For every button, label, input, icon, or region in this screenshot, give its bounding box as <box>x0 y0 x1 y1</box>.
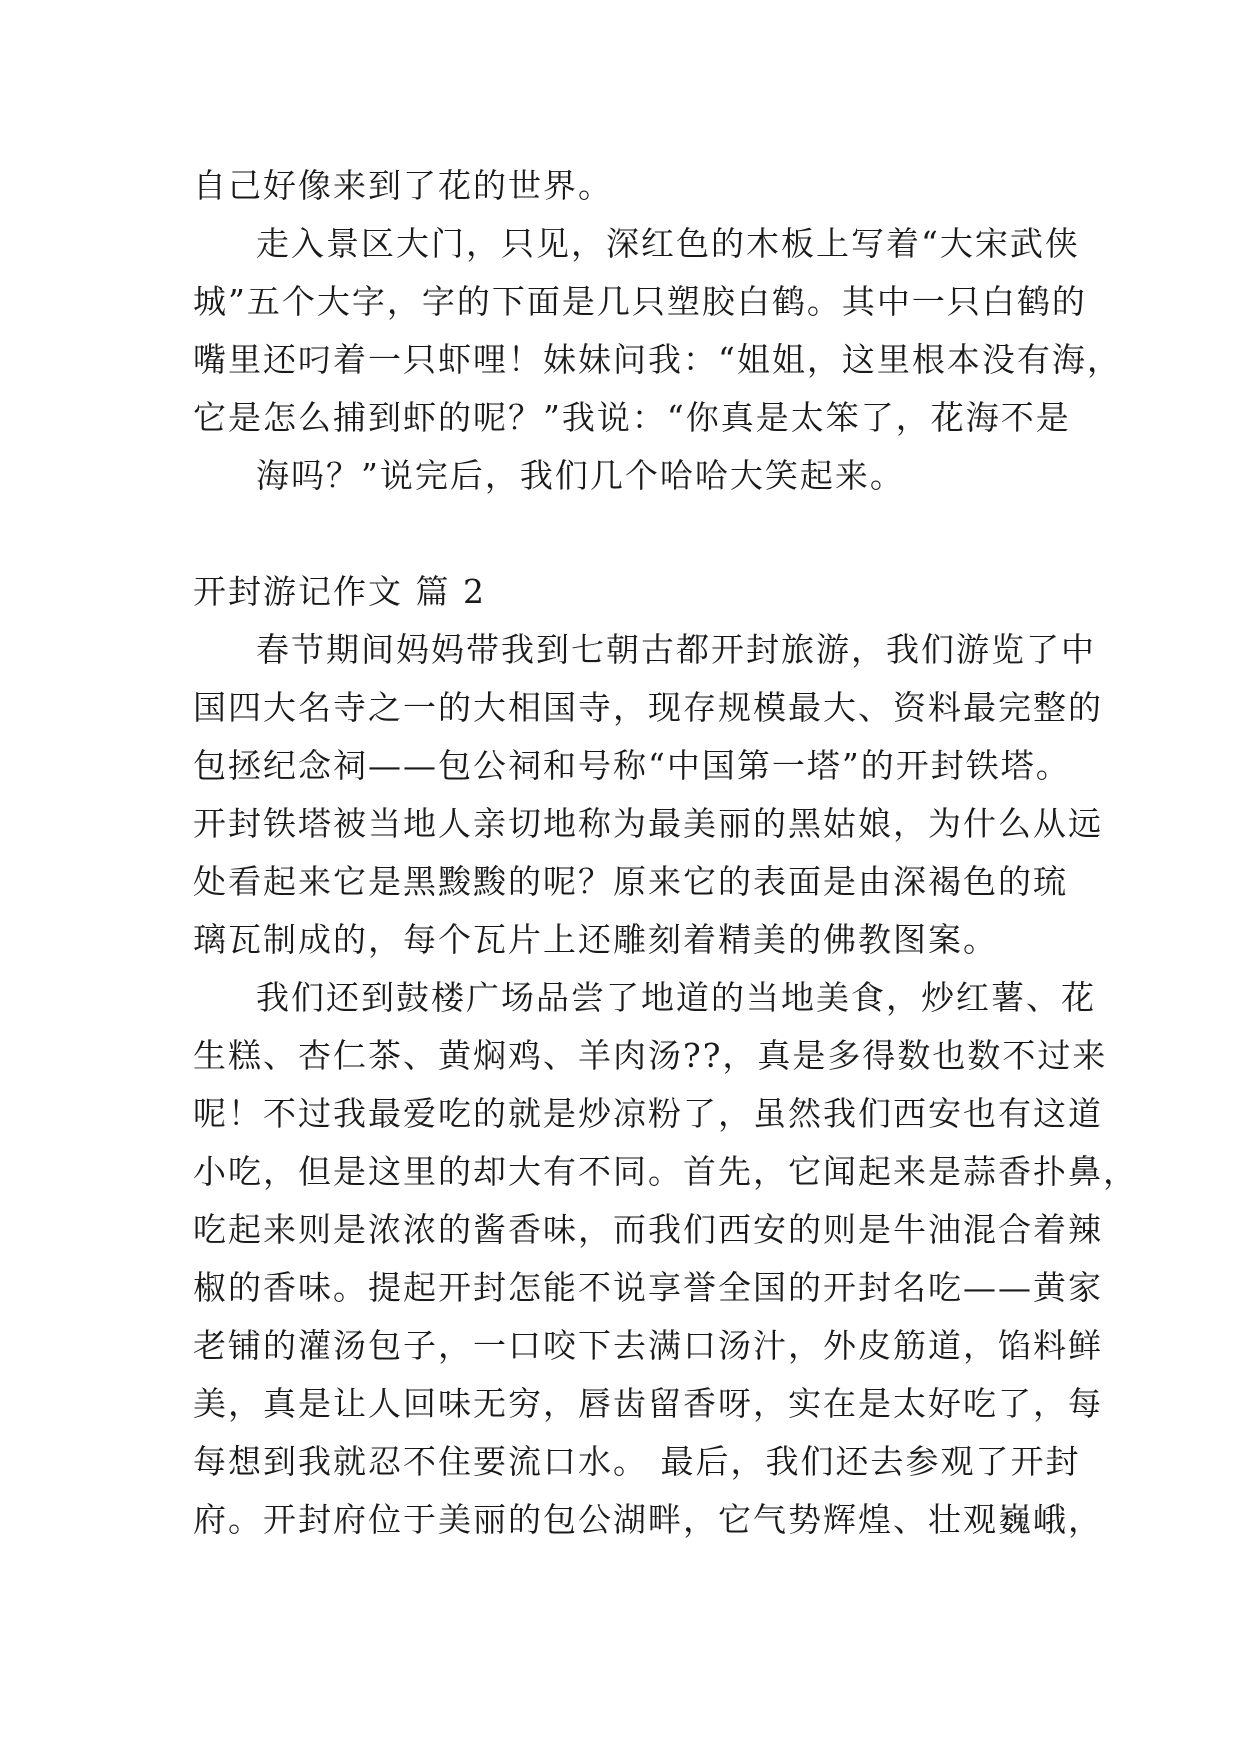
paragraph-line: 国四大名寺之一的大相国寺，现存规模最大、资料最完整的 <box>193 688 1103 727</box>
paragraph-line: 椒的香味。提起开封怎能不说享誉全国的开封名吃——黄家 <box>193 1268 1103 1307</box>
paragraph-line: 包拯纪念祠——包公祠和号称“中国第一塔”的开封铁塔。 <box>193 746 1071 785</box>
paragraph-line: 城”五个大字，字的下面是几只塑胶白鹤。其中一只白鹤的 <box>193 282 1087 321</box>
paragraph-line: 走入景区大门，只见，深红色的木板上写着“大宋武侠 <box>256 224 1080 263</box>
paragraph-line: 生糕、杏仁茶、黄焖鸡、羊肉汤??，真是多得数也数不过来 <box>193 1036 1108 1075</box>
paragraph-line: 开封铁塔被当地人亲切地称为最美丽的黑姑娘，为什么从远 <box>193 804 1103 843</box>
paragraph-line: 呢！不过我最爱吃的就是炒凉粉了，虽然我们西安也有这道 <box>193 1094 1103 1133</box>
paragraph-line: 小吃，但是这里的却大有不同。首先，它闻起来是蒜香扑鼻， <box>193 1152 1138 1191</box>
paragraph-line: 美，真是让人回味无穷，唇齿留香呀，实在是太好吃了，每 <box>193 1384 1103 1423</box>
paragraph-line: 我们还到鼓楼广场品尝了地道的当地美食，炒红薯、花 <box>256 978 1096 1017</box>
paragraph-line: 府。开封府位于美丽的包公湖畔，它气势辉煌、壮观巍峨， <box>193 1500 1103 1539</box>
paragraph-line: 春节期间妈妈带我到七朝古都开封旅游，我们游览了中 <box>256 630 1096 669</box>
paragraph-line: 它是怎么捕到虾的呢？”我说：“你真是太笨了，花海不是 <box>193 398 1071 437</box>
paragraph-line: 嘴里还叼着一只虾哩！妹妹问我：“姐姐，这里根本没有海， <box>193 340 1122 379</box>
section-heading: 开封游记作文 篇 2 <box>193 572 486 611</box>
paragraph-line: 海吗？”说完后，我们几个哈哈大笑起来。 <box>256 456 905 495</box>
paragraph-line: 自己好像来到了花的世界。 <box>193 166 613 205</box>
paragraph-line: 吃起来则是浓浓的酱香味，而我们西安的则是牛油混合着辣 <box>193 1210 1103 1249</box>
paragraph-line: 处看起来它是黑黢黢的呢？原来它的表面是由深褐色的琉 <box>193 862 1068 901</box>
paragraph-line: 老铺的灌汤包子，一口咬下去满口汤汁，外皮筋道，馅料鲜 <box>193 1326 1103 1365</box>
paragraph-line: 每想到我就忍不住要流口水。 最后，我们还去参观了开封 <box>193 1442 1081 1481</box>
paragraph-line: 璃瓦制成的，每个瓦片上还雕刻着精美的佛教图案。 <box>193 920 998 959</box>
